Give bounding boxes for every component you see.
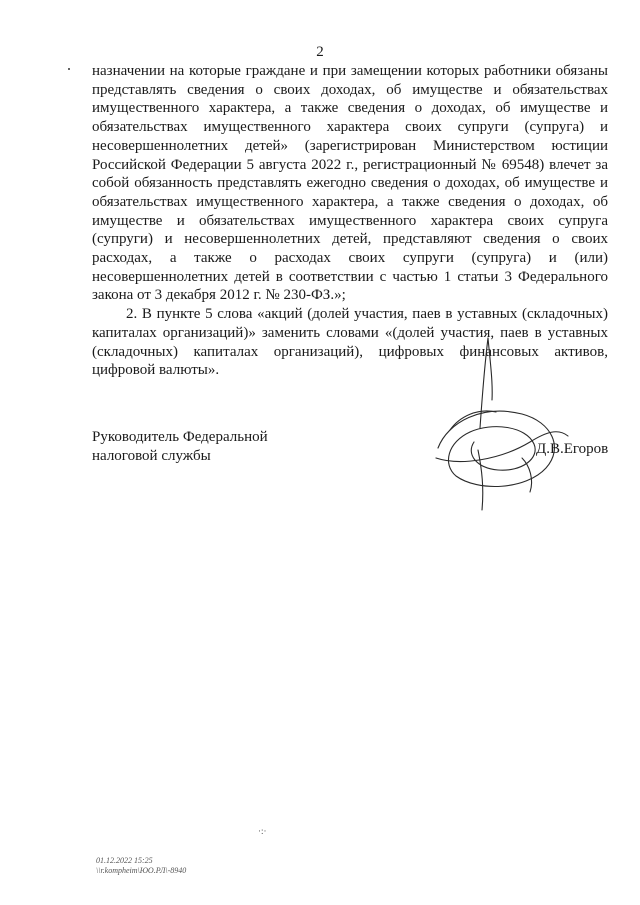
signer-name: Д.В.Егоров: [536, 441, 609, 457]
signer-title: [92, 428, 268, 465]
page-number: 2: [316, 44, 324, 60]
footer-stamp: [96, 856, 186, 876]
signer-title-line-1: Руководитель Федеральной: [92, 429, 268, 445]
paragraph-item-2: 2. В пункте 5 слова «акций (долей участия, паев в уставных (складочных) капиталах организаций)» заменить словами «(долей участия, паев в уставных (складочных) капиталах организаций), цифровых финансовых активов, цифровой валюты».: [92, 306, 608, 379]
footer-file-path: \\r.kompheim\ЮО.РЛ\-8940: [96, 866, 187, 875]
scan-speck: [68, 68, 70, 70]
handwritten-signature: [430, 330, 590, 520]
footer-timestamp: 01.12.2022 15:25: [96, 856, 153, 865]
signer-title-line-2: налоговой службы: [92, 447, 211, 464]
margin-mark: ·:·: [258, 826, 267, 836]
paragraph-continuation: назначении на которые граждане и при замещении которых работники обязаны представлять сведения о своих доходах, об имуществе и обязательствах имущественного характера, а также сведения о доходах, об имуществе и обязательствах имущественного характера своих супруги (супруга) и несовершеннолетних детей» (зарегистрирован Министерством юстиции Российской Федерации 5 августа 2022 г., регистрационный № 69548) влечет за собой обязанность представлять ежегодно сведения о доходах, об имуществе и обязательствах имущественного характера, а также сведения о доходах, об имуществе и обязательствах имущественного характера своих супруга (супруги) и несовершеннолетних детей, представляют сведения о своих расходах, а также о расходах своих супруги (супруга) и (или) несовершеннолетних детей в соответствии с частью 1 статьи 3 Федерального закона от 3 декабря 2012 г. № 230-ФЗ.»;: [92, 63, 608, 304]
